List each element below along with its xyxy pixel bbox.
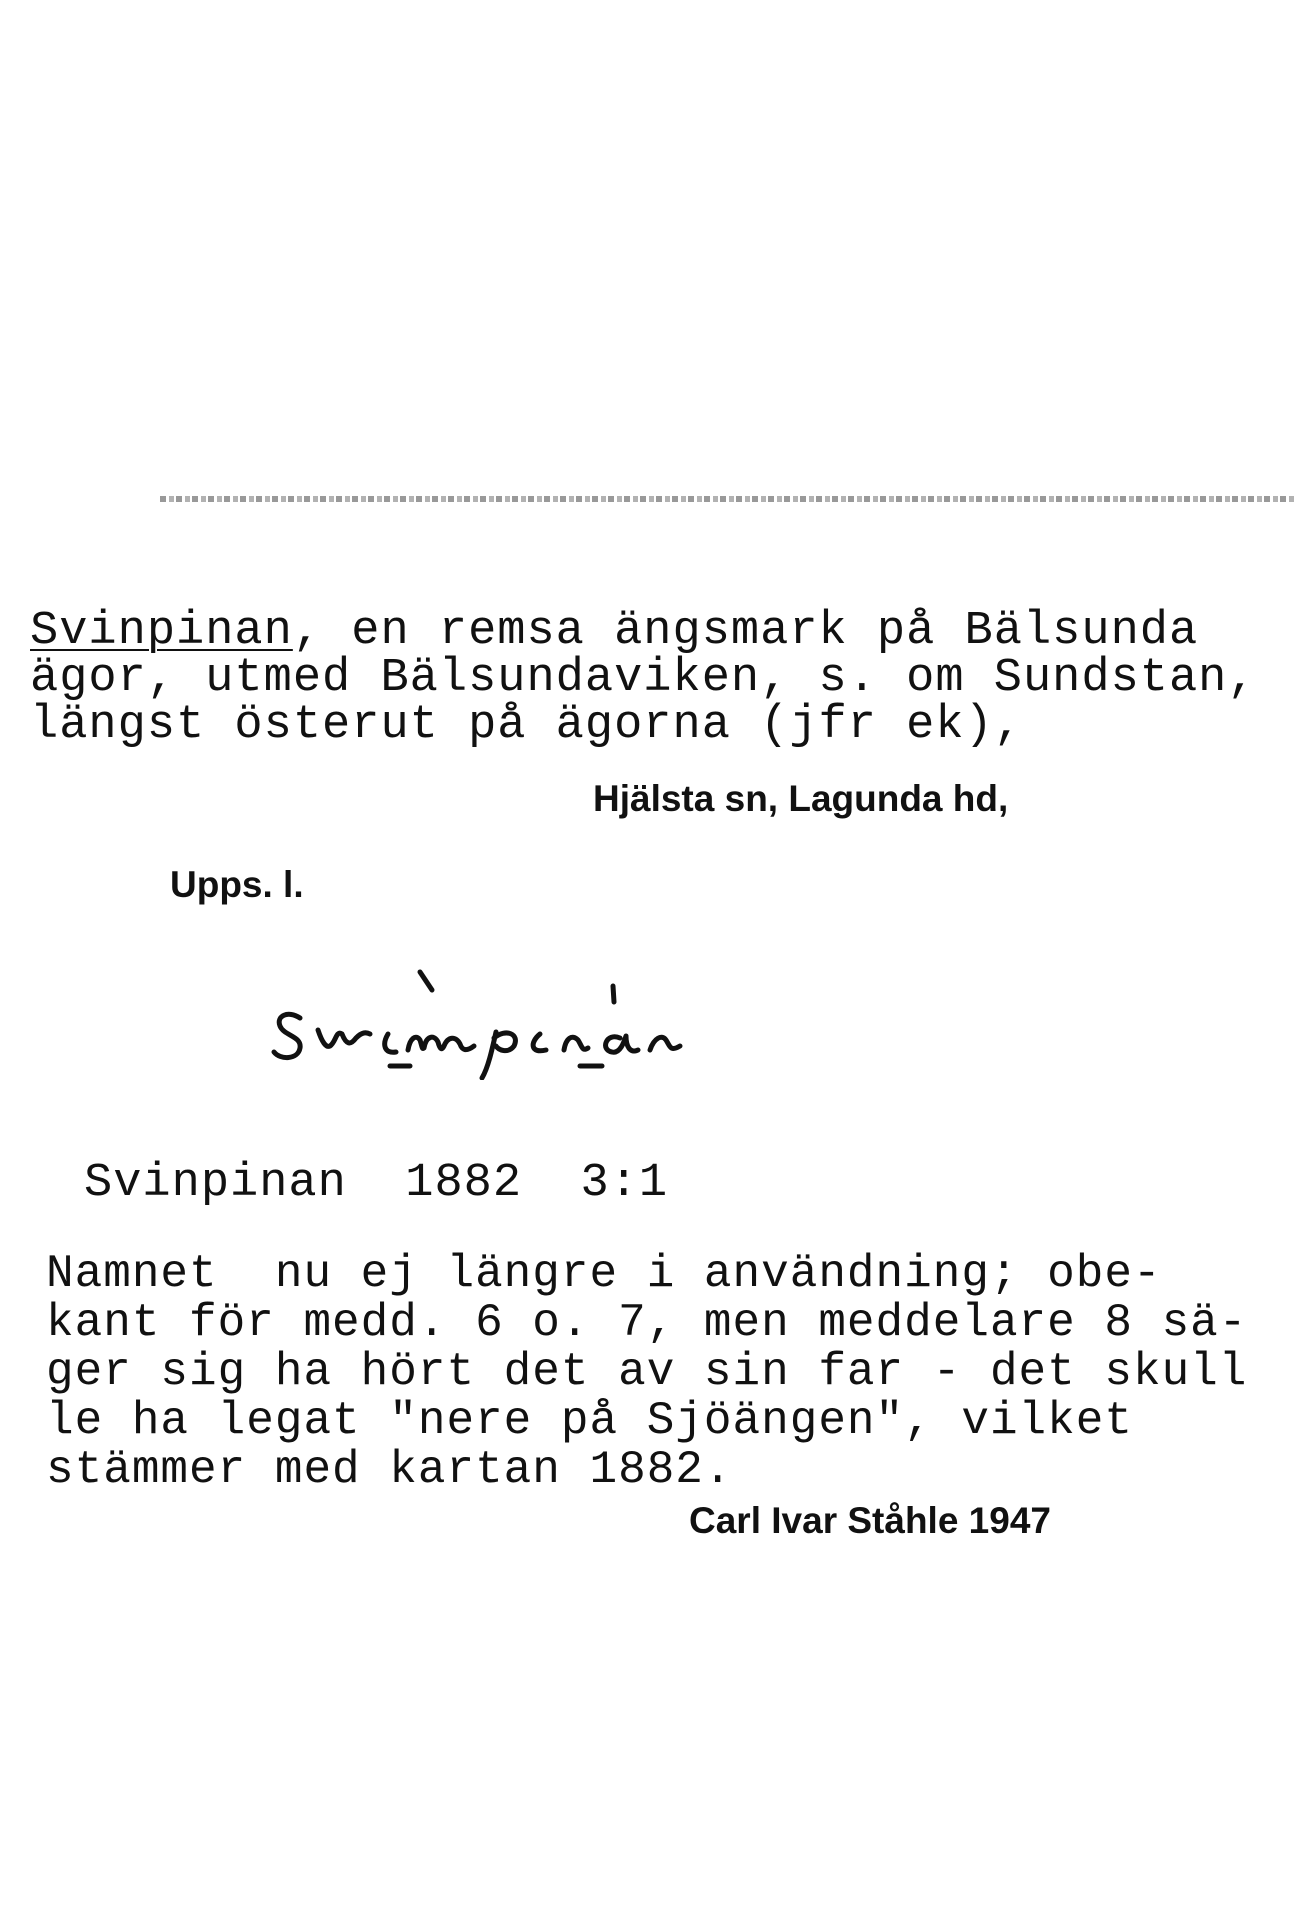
- note-line-5: stämmer med kartan 1882.: [46, 1444, 733, 1496]
- note-line-2: kant för medd. 6 o. 7, men meddelare 8 sä-: [46, 1297, 1248, 1349]
- entry-text: [30, 605, 1257, 752]
- note-line-4: le ha legat "nere på Sjöängen", vilket: [46, 1395, 1133, 1447]
- headword: Svinpinan: [30, 605, 293, 658]
- handwritten-pronunciation-drawing: [270, 950, 830, 1080]
- location-stamp: Hjälsta sn, Lagunda hd,: [593, 778, 1009, 819]
- entry-line-3: längst österut på ägorna (jfr ek),: [30, 699, 1023, 752]
- signature-stamp: Carl Ivar Ståhle 1947: [689, 1500, 1051, 1541]
- card-top-rule: [160, 496, 1295, 502]
- handwritten-pronunciation: [270, 950, 830, 1085]
- note-line-1: Namnet nu ej längre i användning; obe-: [46, 1248, 1162, 1300]
- note-line-3: ger sig ha hört det av sin far - det skull: [46, 1346, 1248, 1398]
- map-reference: Svinpinan 1882 3:1: [84, 1157, 669, 1210]
- province-stamp: Upps. l.: [170, 864, 304, 905]
- entry-line-2: ägor, utmed Bälsundaviken, s. om Sundstan,: [30, 652, 1257, 705]
- entry-line-1-rest: , en remsa ängsmark på Bälsunda: [292, 605, 1199, 658]
- note-text: [46, 1250, 1247, 1495]
